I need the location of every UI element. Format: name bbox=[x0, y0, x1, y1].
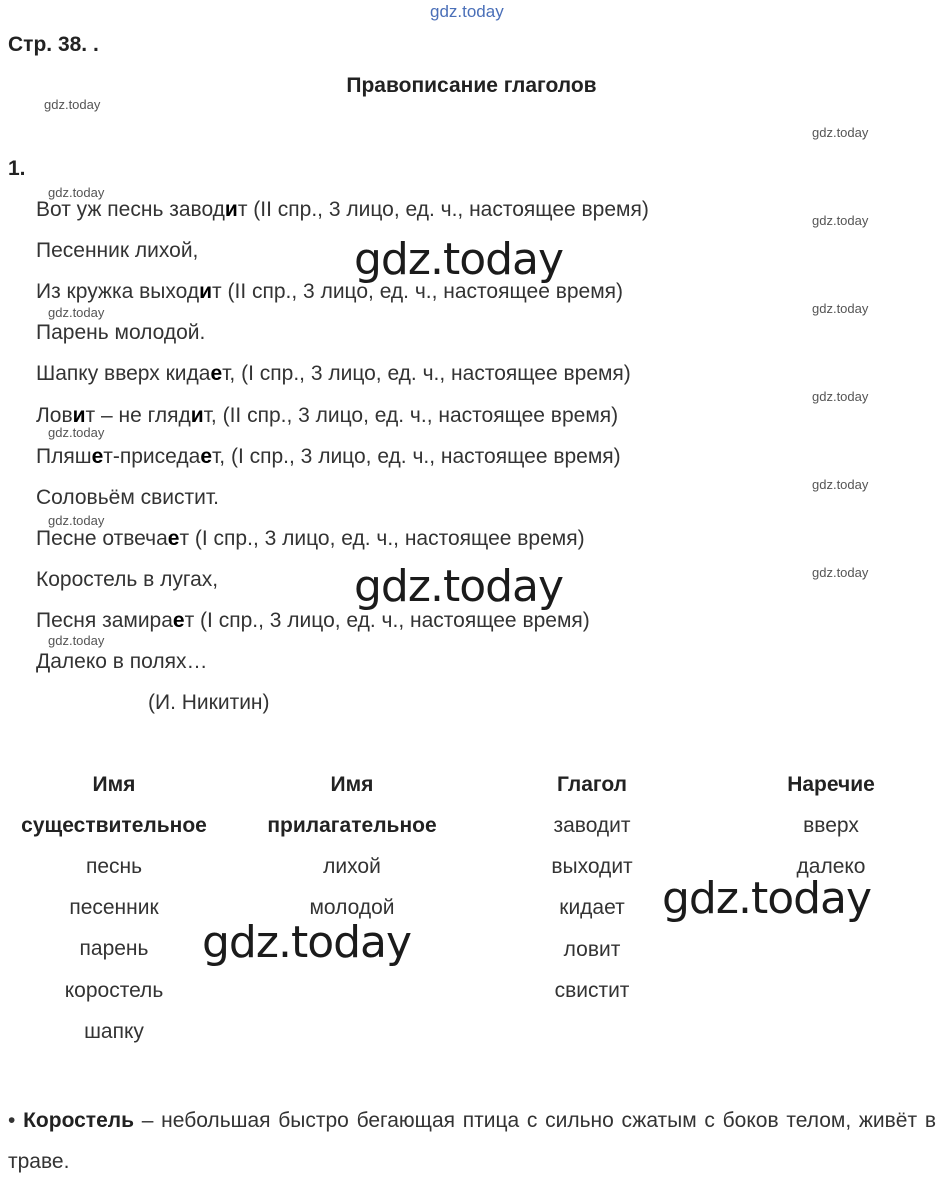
highlighted-ending: е bbox=[167, 526, 180, 550]
list-item: кидает bbox=[559, 896, 625, 920]
watermark-small: gdz.today bbox=[812, 301, 869, 316]
highlighted-ending: е bbox=[91, 444, 104, 468]
line-text: т (I спр., 3 лицо, ед. ч., настоящее время) bbox=[179, 526, 585, 550]
list-item: заводит bbox=[553, 814, 631, 837]
watermark-small: gdz.today bbox=[48, 305, 105, 320]
line-text: т, (II спр., 3 лицо, ед. ч., настоящее время) bbox=[203, 403, 619, 427]
watermark-large: gdz.today bbox=[354, 234, 564, 285]
line-text: т (I спр., 3 лицо, ед. ч., настоящее время) bbox=[184, 609, 590, 632]
poem-line bbox=[36, 362, 631, 386]
list-item: песенник bbox=[69, 896, 159, 920]
column-verb bbox=[512, 772, 672, 1019]
watermark-small: gdz.today bbox=[44, 97, 101, 112]
line-text: Песня замира bbox=[36, 609, 173, 632]
column-heading: прилагательное bbox=[267, 814, 437, 837]
poem-line bbox=[36, 404, 618, 428]
line-text: Вот уж песнь завод bbox=[36, 198, 225, 221]
list-item: молодой bbox=[309, 896, 395, 920]
line-text: т (II спр., 3 лицо, ед. ч., настоящее время) bbox=[237, 198, 649, 221]
column-heading: Наречие bbox=[787, 773, 875, 796]
poem-line bbox=[36, 239, 198, 263]
line-text: Пляш bbox=[36, 444, 92, 468]
watermark-large: gdz.today bbox=[202, 917, 412, 968]
note-term: Коростель bbox=[23, 1109, 135, 1132]
list-item: ловит bbox=[563, 937, 621, 961]
watermark-small: gdz.today bbox=[48, 185, 105, 200]
line-text: т, (I спр., 3 лицо, ед. ч., настоящее время) bbox=[212, 444, 621, 468]
poem-line bbox=[36, 486, 219, 510]
column-heading: Имя bbox=[92, 773, 136, 796]
list-item: вверх bbox=[803, 814, 859, 837]
line-text: Песенник лихой, bbox=[36, 239, 199, 263]
watermark-small: gdz.today bbox=[812, 125, 869, 140]
poem-line bbox=[36, 527, 585, 551]
highlighted-ending: е bbox=[210, 362, 223, 386]
column-heading: существительное bbox=[21, 814, 207, 837]
poem-line bbox=[36, 445, 621, 469]
watermark-small: gdz.today bbox=[48, 425, 105, 440]
note-text: – небольшая быстро бегающая птица с сильно сжатым с боков телом, живёт в траве. bbox=[8, 1109, 936, 1173]
highlighted-ending: и bbox=[224, 198, 238, 221]
highlighted-ending: е bbox=[200, 444, 212, 468]
line-text: Песне отвеча bbox=[36, 526, 168, 550]
poem-line bbox=[36, 568, 218, 592]
line-text: Далеко в полях… bbox=[36, 650, 208, 674]
list-item: песнь bbox=[85, 855, 143, 878]
list-item: коростель bbox=[64, 978, 164, 1002]
line-text: Коростель в лугах, bbox=[36, 567, 219, 591]
page-title: Правописание глаголов bbox=[346, 74, 597, 97]
definition-note bbox=[8, 1100, 936, 1182]
list-item: лихой bbox=[323, 855, 381, 878]
watermark-small: gdz.today bbox=[812, 389, 869, 404]
poem-author: (И. Никитин) bbox=[148, 691, 270, 714]
highlighted-ending: и bbox=[190, 403, 204, 427]
line-text: Лов bbox=[36, 403, 73, 427]
list-item: шапку bbox=[84, 1019, 144, 1043]
watermark-small: gdz.today bbox=[812, 565, 869, 580]
watermark-small: gdz.today bbox=[812, 213, 869, 228]
poem-line bbox=[36, 321, 205, 345]
watermark-large: gdz.today bbox=[662, 873, 872, 924]
column-noun bbox=[8, 772, 220, 1060]
list-item: выходит bbox=[551, 855, 633, 879]
line-text: т – не гляд bbox=[85, 403, 191, 427]
highlighted-ending: е bbox=[172, 609, 185, 632]
column-adjective bbox=[250, 772, 454, 936]
line-text: т-приседа bbox=[103, 444, 201, 468]
watermark-small: gdz.today bbox=[48, 633, 105, 648]
highlighted-ending: и bbox=[72, 403, 86, 427]
poem-line bbox=[36, 650, 207, 674]
line-text: Парень молодой. bbox=[36, 321, 206, 345]
column-heading: Глагол bbox=[557, 773, 627, 796]
line-text: т, (I спр., 3 лицо, ед. ч., настоящее время) bbox=[222, 362, 631, 386]
list-item: далеко bbox=[796, 855, 866, 879]
highlighted-ending: и bbox=[199, 280, 213, 304]
list-item: парень bbox=[79, 937, 149, 961]
watermark-small: gdz.today bbox=[812, 477, 869, 492]
poem-line bbox=[36, 198, 649, 222]
column-heading: Имя bbox=[330, 773, 374, 796]
list-item: свистит bbox=[554, 978, 630, 1002]
poem-line bbox=[36, 609, 590, 633]
bullet: • bbox=[8, 1109, 16, 1132]
line-text: т (II спр., 3 лицо, ед. ч., настоящее время) bbox=[212, 280, 624, 304]
line-text: Шапку вверх кида bbox=[36, 362, 211, 386]
watermark-small: gdz.today bbox=[48, 513, 105, 528]
watermark-top: gdz.today bbox=[430, 2, 504, 21]
line-text: Из кружка выход bbox=[36, 280, 200, 304]
task-number: 1. bbox=[8, 157, 26, 180]
watermark-large: gdz.today bbox=[354, 561, 564, 612]
page-reference: Стр. 38. . bbox=[8, 33, 99, 56]
line-text: Соловьём свистит. bbox=[36, 485, 219, 509]
